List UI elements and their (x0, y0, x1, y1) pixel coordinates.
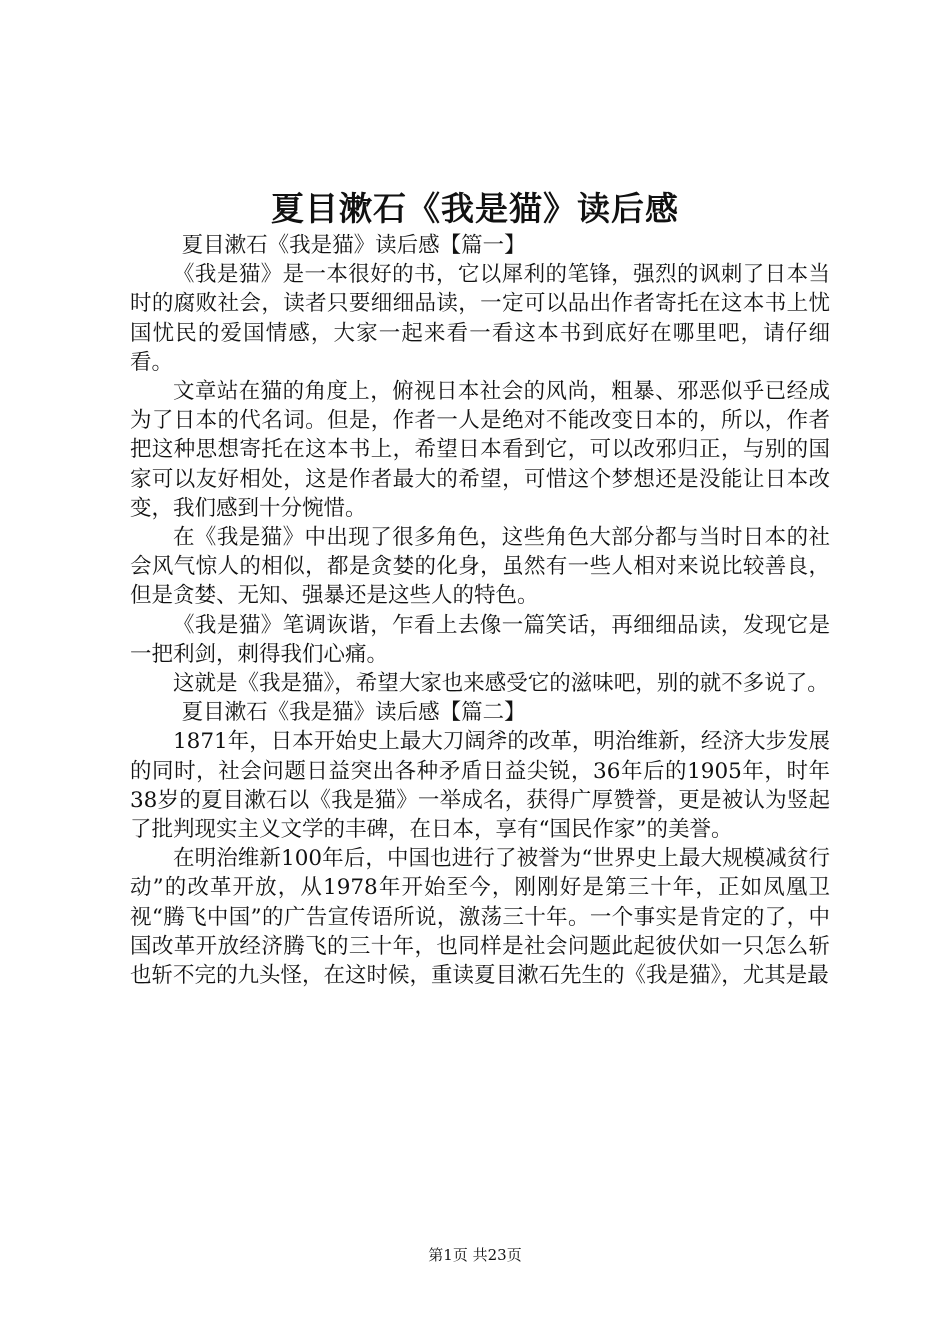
paragraph: 《我是猫》笔调诙谐，乍看上去像一篇笑话，再细细品读，发现它是一把利剑，刺得我们心痛。 (130, 612, 830, 667)
document-title: 夏目漱石《我是猫》读后感 (271, 189, 679, 228)
section-heading-part-two: 夏目漱石《我是猫》读后感【篇二】 (181, 700, 526, 726)
paragraph: 文章站在猫的角度上，俯视日本社会的风尚，粗暴、邪恶似乎已经成为了日本的代名词。但是，作者一人是绝对不能改变日本的，所以，作者把这种思想寄托在这本书上，希望日本看到它，可以改邪归正，与别的国家可以友好相处，这是作者最大的希望，可惜这个梦想还是没能让日本改变，我们感到十分惋惜。 (130, 379, 830, 521)
paragraph: 这就是《我是猫》，希望大家也来感受它的滋味吧，别的就不多说了。 (173, 671, 829, 697)
paragraph: 《我是猫》是一本很好的书，它以犀利的笔锋，强烈的讽刺了日本当时的腐败社会，读者只要细细品读，一定可以品出作者寄托在这本书上忧国忧民的爱国情感，大家一起来看一看这本书到底好在哪里吧，请仔细看。 (130, 262, 830, 375)
paragraph: 在明治维新100年后，中国也进行了被誉为“世界史上最大规模减贫行动”的改革开放，从1978年开始至今，刚刚好是第三十年，正如凤凰卫视“腾飞中国”的广告宣传语所说，激荡三十年。一个事实是肯定的了，中国改革开放经济腾飞的三十年，也同样是社会问题此起彼伏如一只怎么斩也斩不完的九头怪，在这时候，重读夏目漱石先生的《我是猫》，尤其是最 (130, 846, 830, 989)
paragraph: 1871年，日本开始史上最大刀阔斧的改革，明治维新，经济大步发展的同时，社会问题日益突出各种矛盾日益尖锐，36年后的1905年，时年38岁的夏目漱石以《我是猫》一举成名，获得广厚赞誉，更是被认为竖起了批判现实主义文学的丰碑，在日本，享有“国民作家”的美誉。 (130, 729, 830, 843)
document-body (130, 231, 830, 990)
paragraph: 在《我是猫》中出现了很多角色，这些角色大部分都与当时日本的社会风气惊人的相似，都是贪婪的化身，虽然有一些人相对来说比较善良，但是贪婪、无知、强暴还是这些人的特色。 (130, 525, 830, 609)
section-heading-part-one: 夏目漱石《我是猫》读后感【篇一】 (181, 233, 526, 258)
page-number-footer: 第1页 共23页 (428, 1246, 522, 1264)
